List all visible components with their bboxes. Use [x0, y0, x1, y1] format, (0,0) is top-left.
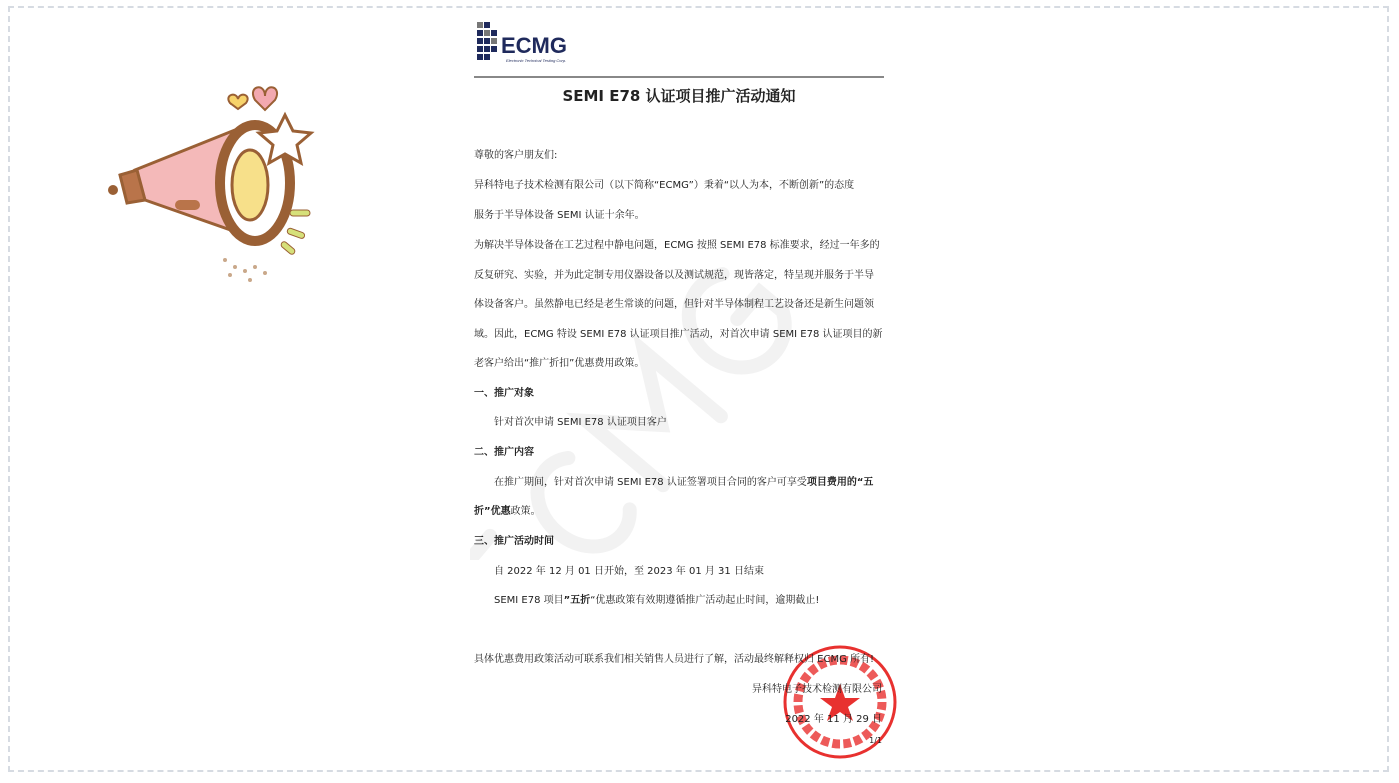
text: 在推广期间，针对首次申请 SEMI E78 认证签署项目合同的客户可享受	[494, 477, 807, 488]
body-line: 域。因此，ECMG 特设 SEMI E78 认证项目推广活动，对首次申请 SEMI E78 认证项目的新	[474, 329, 883, 340]
bold-text: 项目费用的“五	[806, 477, 874, 488]
section-text: 针对首次申请 SEMI E78 认证项目客户	[494, 417, 667, 428]
bold-text: 折”优惠	[474, 506, 511, 517]
page-title: SEMI E78 认证项目推广活动通知	[562, 87, 796, 105]
megaphone-illustration	[105, 75, 350, 290]
text: 政策。	[510, 506, 541, 517]
body-line: 为解决半导体设备在工艺过程中静电问题，ECMG 按照 SEMI E78 标准要求，经过一年多的	[474, 240, 880, 251]
section-heading: 一、推广对象	[474, 388, 534, 399]
closing: 具体优惠费用政策活动可联系我们相关销售人员进行了解，活动最终解释权归 ECMG 所有!	[474, 654, 875, 665]
section-heading: 三、推广活动时间	[474, 536, 554, 547]
page-number: 1/1	[869, 736, 882, 745]
body-line: 体设备客户。虽然静电已经是老生常谈的问题，但针对半导体制程工艺设备还是新生问题领	[474, 299, 874, 310]
logo-tagline: Electronic Technical Testing Corp.	[506, 58, 567, 63]
ecmg-logo	[474, 18, 584, 66]
body-line: 老客户给出“推广折扣”优惠费用政策。	[474, 358, 645, 369]
section-heading: 二、推广内容	[474, 447, 534, 458]
intro-line: 异科特电子技术检测有限公司（以下简称“ECMG”）秉着“以人为本，不断创新”的态度	[474, 180, 855, 191]
section-text	[494, 473, 873, 488]
section-text	[474, 502, 541, 517]
logo-name: ECMG	[501, 33, 567, 58]
document-page	[474, 18, 884, 758]
header-rule	[474, 76, 884, 78]
bold-text: ”五折	[563, 595, 591, 606]
body-line: 反复研究、实验，并为此定制专用仪器设备以及测试规范，现皆落定，特呈现并服务于半导	[474, 270, 874, 281]
section-text: 自 2022 年 12 月 01 日开始，至 2023 年 01 月 31 日结束	[494, 566, 764, 577]
intro-line: 服务于半导体设备 SEMI 认证十余年。	[474, 210, 645, 221]
section-note	[494, 591, 819, 606]
text: “优惠政策有效期遵循推广活动起止时间，逾期截止!	[590, 595, 820, 606]
date: 2022 年 11 月 29 日	[785, 714, 882, 725]
greeting: 尊敬的客户朋友们:	[474, 150, 558, 161]
text: SEMI E78 项目	[494, 595, 564, 606]
signature: 异科特电子技术检测有限公司	[752, 684, 882, 695]
